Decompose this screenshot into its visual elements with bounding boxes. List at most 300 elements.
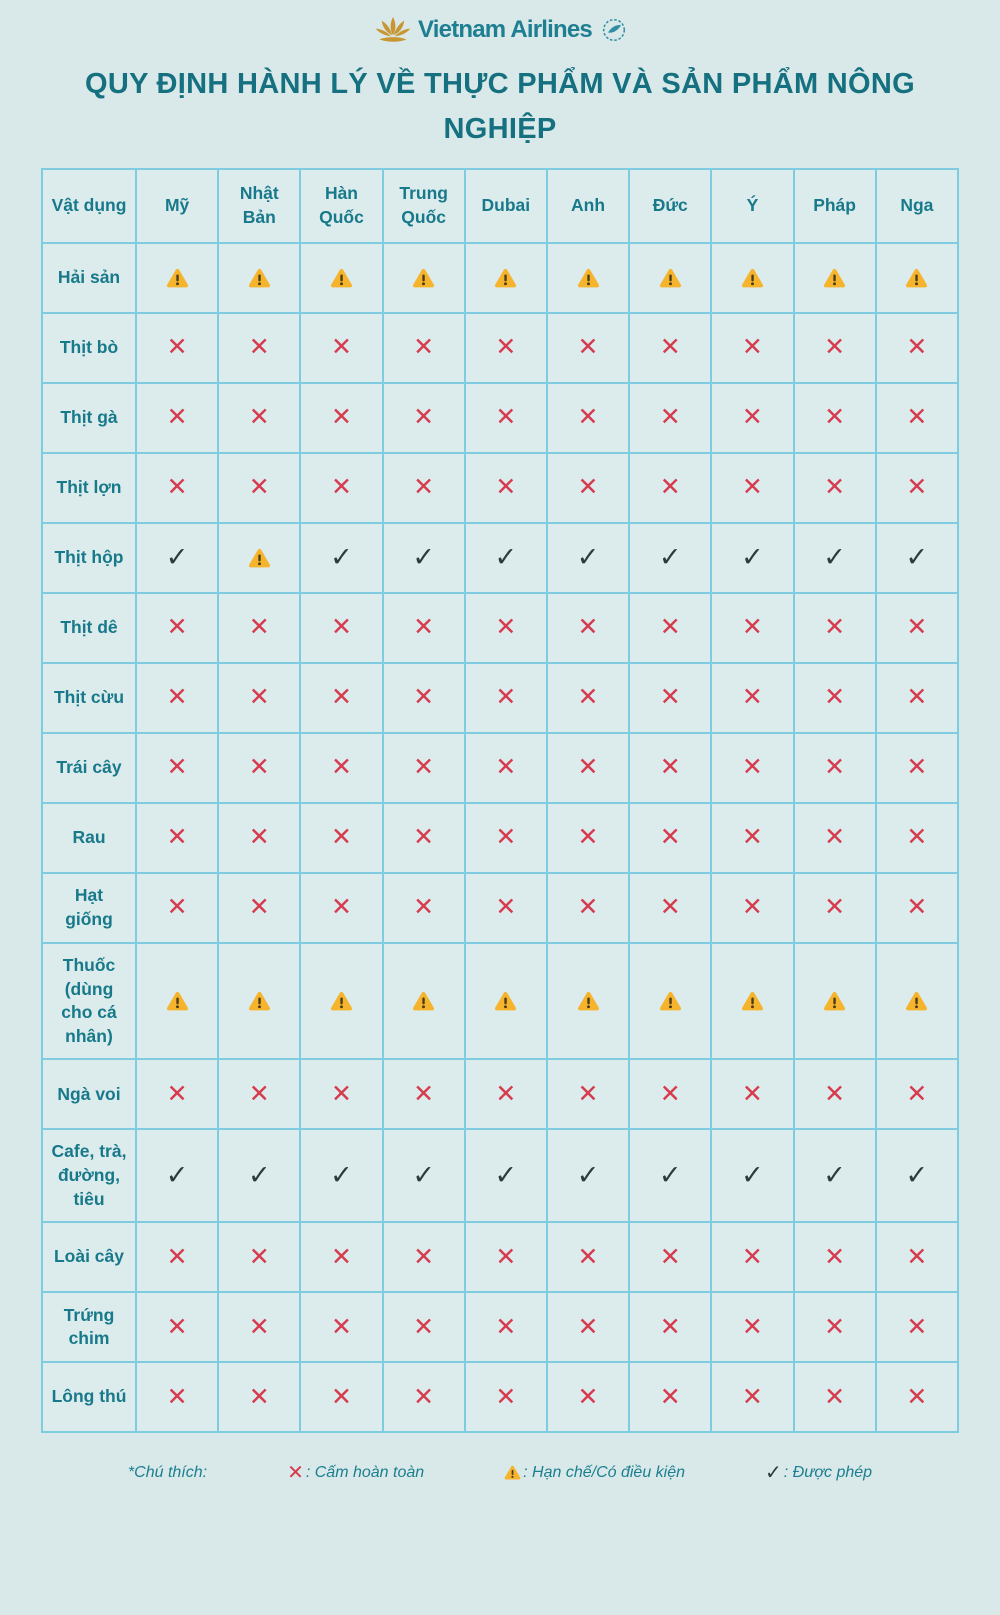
status-cell-forbidden [465,733,547,803]
status-cell-forbidden [218,873,300,943]
forbidden-icon: ✕ [248,893,270,922]
status-cell-allowed [465,523,547,593]
forbidden-icon: ✕ [906,1382,928,1411]
warning-icon [741,268,764,288]
forbidden-icon: ✕ [166,753,188,782]
table-row [42,873,958,943]
status-cell-forbidden [876,453,958,523]
forbidden-icon: ✕ [906,683,928,712]
forbidden-icon: ✕ [577,333,599,362]
table-row [42,453,958,523]
forbidden-icon: ✕ [577,1242,599,1271]
forbidden-icon: ✕ [906,893,928,922]
status-cell-forbidden [629,1292,711,1362]
row-label: Thuốc (dùng cho cá nhân) [42,943,136,1060]
status-cell-forbidden [547,1222,629,1292]
table-row [42,1129,958,1222]
forbidden-icon: ✕ [166,1079,188,1108]
status-cell-forbidden [218,733,300,803]
table-row [42,663,958,733]
allowed-icon: ✓ [741,542,764,573]
status-cell-warning [300,943,382,1060]
status-cell-forbidden [465,663,547,733]
forbidden-icon: ✕ [741,753,763,782]
status-cell-allowed [711,1129,793,1222]
forbidden-icon: ✕ [248,1382,270,1411]
warning-icon [248,548,271,568]
forbidden-icon: ✕ [330,1382,352,1411]
allowed-icon: ✓ [330,542,353,573]
status-cell-forbidden [136,453,218,523]
forbidden-icon: ✕ [824,333,846,362]
forbidden-icon: ✕ [166,1382,188,1411]
allowed-icon: ✓ [765,1462,782,1485]
country-column-header: Ý [711,169,793,243]
warning-icon [577,991,600,1011]
status-cell-forbidden [711,313,793,383]
status-cell-warning [383,943,465,1060]
status-cell-forbidden [218,593,300,663]
status-cell-forbidden [711,1362,793,1432]
allowed-icon: ✓ [905,1160,929,1191]
country-column-header: Mỹ [136,169,218,243]
status-cell-forbidden [547,453,629,523]
forbidden-icon: ✕ [248,473,270,502]
forbidden-icon: ✕ [413,1312,435,1341]
status-cell-forbidden [794,383,876,453]
country-column-header: Hàn Quốc [300,169,382,243]
allowed-icon: ✓ [658,542,682,573]
status-cell-warning [794,943,876,1060]
status-cell-allowed [629,1129,711,1222]
status-cell-warning [465,943,547,1060]
forbidden-icon: ✕ [741,613,763,642]
forbidden-icon: ✕ [824,1079,846,1108]
legend-item-allowed [765,1463,872,1483]
status-cell-forbidden [876,1059,958,1129]
row-label: Trái cây [42,733,136,803]
forbidden-icon: ✕ [741,1312,763,1341]
row-label: Thịt lợn [42,453,136,523]
forbidden-icon: ✕ [248,403,270,432]
forbidden-icon: ✕ [495,753,517,782]
table-row [42,593,958,663]
skyteam-icon [598,18,626,42]
status-cell-warning [218,523,300,593]
status-cell-forbidden [711,803,793,873]
country-column-header: Dubai [465,169,547,243]
forbidden-icon: ✕ [659,683,681,712]
status-cell-forbidden [876,593,958,663]
country-column-header: Nhật Bản [218,169,300,243]
header-row [42,169,958,243]
forbidden-icon: ✕ [248,1312,270,1341]
row-label: Thịt bò [42,313,136,383]
country-column-header: Anh [547,169,629,243]
status-cell-forbidden [465,873,547,943]
legend-item-label: : Hạn chế/Có điều kiện [523,1464,686,1482]
status-cell-forbidden [300,733,382,803]
allowed-icon: ✓ [741,1160,764,1191]
status-cell-forbidden [794,1222,876,1292]
warning-icon [905,268,928,288]
forbidden-icon: ✕ [413,1382,435,1411]
item-column-header: Vật dụng [42,169,136,243]
forbidden-icon: ✕ [330,473,352,502]
forbidden-icon: ✕ [741,333,763,362]
status-cell-forbidden [218,1059,300,1129]
status-cell-forbidden [136,593,218,663]
forbidden-icon: ✕ [659,403,681,432]
status-cell-forbidden [876,733,958,803]
allowed-icon: ✓ [412,542,435,573]
status-cell-forbidden [547,313,629,383]
forbidden-icon: ✕ [906,753,928,782]
status-cell-forbidden [383,593,465,663]
forbidden-icon: ✕ [495,823,517,852]
status-cell-forbidden [383,383,465,453]
status-cell-forbidden [629,313,711,383]
status-cell-forbidden [300,1362,382,1432]
table-row [42,803,958,873]
status-cell-forbidden [300,453,382,523]
status-cell-forbidden [136,1362,218,1432]
status-cell-forbidden [300,1292,382,1362]
status-cell-forbidden [465,313,547,383]
status-cell-forbidden [711,383,793,453]
forbidden-icon: ✕ [166,333,188,362]
status-cell-forbidden [711,873,793,943]
status-cell-forbidden [383,663,465,733]
status-cell-forbidden [383,453,465,523]
status-cell-forbidden [218,1292,300,1362]
status-cell-forbidden [711,663,793,733]
status-cell-allowed [136,523,218,593]
status-cell-forbidden [383,733,465,803]
allowed-icon: ✓ [330,1160,353,1191]
forbidden-icon: ✕ [659,1312,681,1341]
status-cell-forbidden [218,1222,300,1292]
forbidden-icon: ✕ [413,1242,435,1271]
forbidden-icon: ✕ [330,403,352,432]
status-cell-allowed [300,1129,382,1222]
forbidden-icon: ✕ [495,1079,517,1108]
table-header [42,169,958,243]
forbidden-icon: ✕ [166,683,188,712]
status-cell-forbidden [547,1292,629,1362]
warning-icon [412,268,435,288]
forbidden-icon: ✕ [741,683,763,712]
country-column-header: Trung Quốc [383,169,465,243]
status-cell-forbidden [876,803,958,873]
table-row [42,943,958,1060]
status-cell-forbidden [383,803,465,873]
forbidden-icon: ✕ [330,823,352,852]
row-label: Thịt dê [42,593,136,663]
status-cell-forbidden [547,383,629,453]
legend-item-warning [504,1463,685,1483]
forbidden-icon: ✕ [824,823,846,852]
status-cell-forbidden [136,313,218,383]
forbidden-icon: ✕ [248,333,270,362]
status-cell-warning [629,943,711,1060]
status-cell-forbidden [794,453,876,523]
status-cell-forbidden [876,1222,958,1292]
status-cell-allowed [465,1129,547,1222]
status-cell-allowed [876,1129,958,1222]
status-cell-forbidden [136,1292,218,1362]
forbidden-icon: ✕ [413,1079,435,1108]
allowed-icon: ✓ [165,542,189,573]
warning-icon [577,268,600,288]
status-cell-allowed [300,523,382,593]
status-cell-forbidden [547,1362,629,1432]
status-cell-forbidden [629,453,711,523]
forbidden-icon: ✕ [659,333,681,362]
status-cell-forbidden [629,1222,711,1292]
allowed-icon: ✓ [576,542,600,573]
forbidden-icon: ✕ [495,403,517,432]
status-cell-forbidden [383,313,465,383]
status-cell-forbidden [794,733,876,803]
forbidden-icon: ✕ [413,893,435,922]
forbidden-icon: ✕ [495,333,517,362]
legend-prefix: *Chú thích: [127,1464,208,1482]
forbidden-icon: ✕ [413,753,435,782]
forbidden-icon: ✕ [659,613,681,642]
status-cell-forbidden [383,1222,465,1292]
status-cell-allowed [876,523,958,593]
forbidden-icon: ✕ [824,1382,846,1411]
vietnam-airlines-logo [0,0,1000,44]
forbidden-icon: ✕ [330,1242,352,1271]
forbidden-icon: ✕ [413,473,435,502]
status-cell-forbidden [136,383,218,453]
row-label: Thịt hộp [42,523,136,593]
status-cell-allowed [547,523,629,593]
status-cell-forbidden [547,593,629,663]
warning-icon [166,268,189,288]
status-cell-forbidden [300,1059,382,1129]
status-cell-forbidden [711,1222,793,1292]
forbidden-icon: ✕ [824,473,846,502]
table-row [42,313,958,383]
status-cell-forbidden [876,313,958,383]
forbidden-icon: ✕ [330,1312,352,1341]
status-cell-forbidden [465,593,547,663]
status-cell-forbidden [876,383,958,453]
forbidden-icon: ✕ [495,473,517,502]
forbidden-icon: ✕ [166,1242,188,1271]
status-cell-forbidden [218,663,300,733]
allowed-icon: ✓ [823,542,846,573]
allowed-icon: ✓ [412,1160,435,1191]
forbidden-icon: ✕ [495,1312,517,1341]
status-cell-forbidden [218,313,300,383]
allowed-icon: ✓ [494,542,518,573]
country-column-header: Đức [629,169,711,243]
status-cell-forbidden [465,1292,547,1362]
forbidden-icon: ✕ [330,893,352,922]
status-cell-warning [547,943,629,1060]
status-cell-forbidden [711,1292,793,1362]
forbidden-icon: ✕ [741,893,763,922]
forbidden-icon: ✕ [413,683,435,712]
forbidden-icon: ✕ [906,613,928,642]
warning-icon [166,991,189,1011]
forbidden-icon: ✕ [166,613,188,642]
status-cell-warning [218,243,300,313]
status-cell-forbidden [218,1362,300,1432]
legend-item-label: : Được phép [783,1464,873,1482]
forbidden-icon: ✕ [659,1079,681,1108]
status-cell-forbidden [794,593,876,663]
forbidden-icon: ✕ [166,1312,188,1341]
status-cell-allowed [711,523,793,593]
country-column-header: Nga [876,169,958,243]
allowed-icon: ✓ [494,1160,518,1191]
forbidden-icon: ✕ [741,1382,763,1411]
row-label: Hạt giống [42,873,136,943]
forbidden-icon: ✕ [741,1079,763,1108]
status-cell-allowed [547,1129,629,1222]
status-cell-forbidden [136,1222,218,1292]
status-cell-forbidden [711,593,793,663]
status-cell-allowed [629,523,711,593]
status-cell-warning [300,243,382,313]
status-cell-forbidden [136,1059,218,1129]
lotus-icon [374,16,412,44]
forbidden-icon: ✕ [330,683,352,712]
status-cell-warning [794,243,876,313]
status-cell-forbidden [300,593,382,663]
forbidden-icon: ✕ [330,613,352,642]
status-cell-warning [136,243,218,313]
country-column-header: Pháp [794,169,876,243]
forbidden-icon: ✕ [906,1242,928,1271]
status-cell-allowed [383,523,465,593]
status-cell-allowed [794,523,876,593]
forbidden-icon: ✕ [287,1462,304,1485]
status-cell-forbidden [794,803,876,873]
forbidden-icon: ✕ [906,333,928,362]
status-cell-allowed [383,1129,465,1222]
table-row [42,523,958,593]
status-cell-forbidden [136,733,218,803]
forbidden-icon: ✕ [659,473,681,502]
status-cell-forbidden [876,1292,958,1362]
forbidden-icon: ✕ [248,613,270,642]
status-cell-forbidden [465,453,547,523]
status-cell-warning [547,243,629,313]
table-row [42,1362,958,1432]
table-row [42,1222,958,1292]
status-cell-forbidden [218,383,300,453]
status-cell-forbidden [711,1059,793,1129]
forbidden-icon: ✕ [824,1312,846,1341]
forbidden-icon: ✕ [495,613,517,642]
forbidden-icon: ✕ [824,683,846,712]
legend-item-label: : Cấm hoàn toàn [305,1464,425,1482]
forbidden-icon: ✕ [824,893,846,922]
forbidden-icon: ✕ [906,1079,928,1108]
status-cell-forbidden [794,1292,876,1362]
status-cell-forbidden [876,663,958,733]
status-cell-forbidden [711,453,793,523]
row-label: Ngà voi [42,1059,136,1129]
forbidden-icon: ✕ [577,893,599,922]
status-cell-forbidden [547,873,629,943]
warning-icon [905,991,928,1011]
forbidden-icon: ✕ [741,1242,763,1271]
status-cell-forbidden [136,803,218,873]
forbidden-icon: ✕ [659,893,681,922]
row-label: Rau [42,803,136,873]
status-cell-forbidden [876,873,958,943]
forbidden-icon: ✕ [577,613,599,642]
status-cell-forbidden [629,733,711,803]
status-cell-forbidden [794,1362,876,1432]
forbidden-icon: ✕ [495,1242,517,1271]
allowed-icon: ✓ [905,542,929,573]
status-cell-forbidden [629,803,711,873]
row-label: Hải sản [42,243,136,313]
status-cell-forbidden [547,733,629,803]
forbidden-icon: ✕ [577,1312,599,1341]
status-cell-warning [711,943,793,1060]
status-cell-forbidden [629,1362,711,1432]
forbidden-icon: ✕ [248,753,270,782]
forbidden-icon: ✕ [413,613,435,642]
baggage-rules-table [41,168,959,1433]
status-cell-forbidden [547,663,629,733]
forbidden-icon: ✕ [248,1242,270,1271]
allowed-icon: ✓ [576,1160,600,1191]
forbidden-icon: ✕ [166,473,188,502]
status-cell-forbidden [629,593,711,663]
forbidden-icon: ✕ [330,1079,352,1108]
forbidden-icon: ✕ [166,403,188,432]
forbidden-icon: ✕ [824,403,846,432]
status-cell-forbidden [136,663,218,733]
status-cell-forbidden [383,1059,465,1129]
warning-icon [248,991,271,1011]
row-label: Thịt cừu [42,663,136,733]
legend-item-forbidden [287,1463,424,1483]
status-cell-forbidden [300,803,382,873]
table-row [42,733,958,803]
table-row [42,1292,958,1362]
forbidden-icon: ✕ [906,403,928,432]
warning-icon [823,268,846,288]
status-cell-forbidden [794,873,876,943]
warning-icon [330,991,353,1011]
forbidden-icon: ✕ [824,1242,846,1271]
forbidden-icon: ✕ [495,1382,517,1411]
forbidden-icon: ✕ [248,683,270,712]
status-cell-forbidden [383,1292,465,1362]
forbidden-icon: ✕ [166,893,188,922]
status-cell-forbidden [465,1059,547,1129]
forbidden-icon: ✕ [906,473,928,502]
table-row [42,243,958,313]
status-cell-forbidden [794,1059,876,1129]
status-cell-forbidden [465,383,547,453]
status-cell-forbidden [136,873,218,943]
warning-icon [412,991,435,1011]
forbidden-icon: ✕ [659,1382,681,1411]
forbidden-icon: ✕ [577,1382,599,1411]
